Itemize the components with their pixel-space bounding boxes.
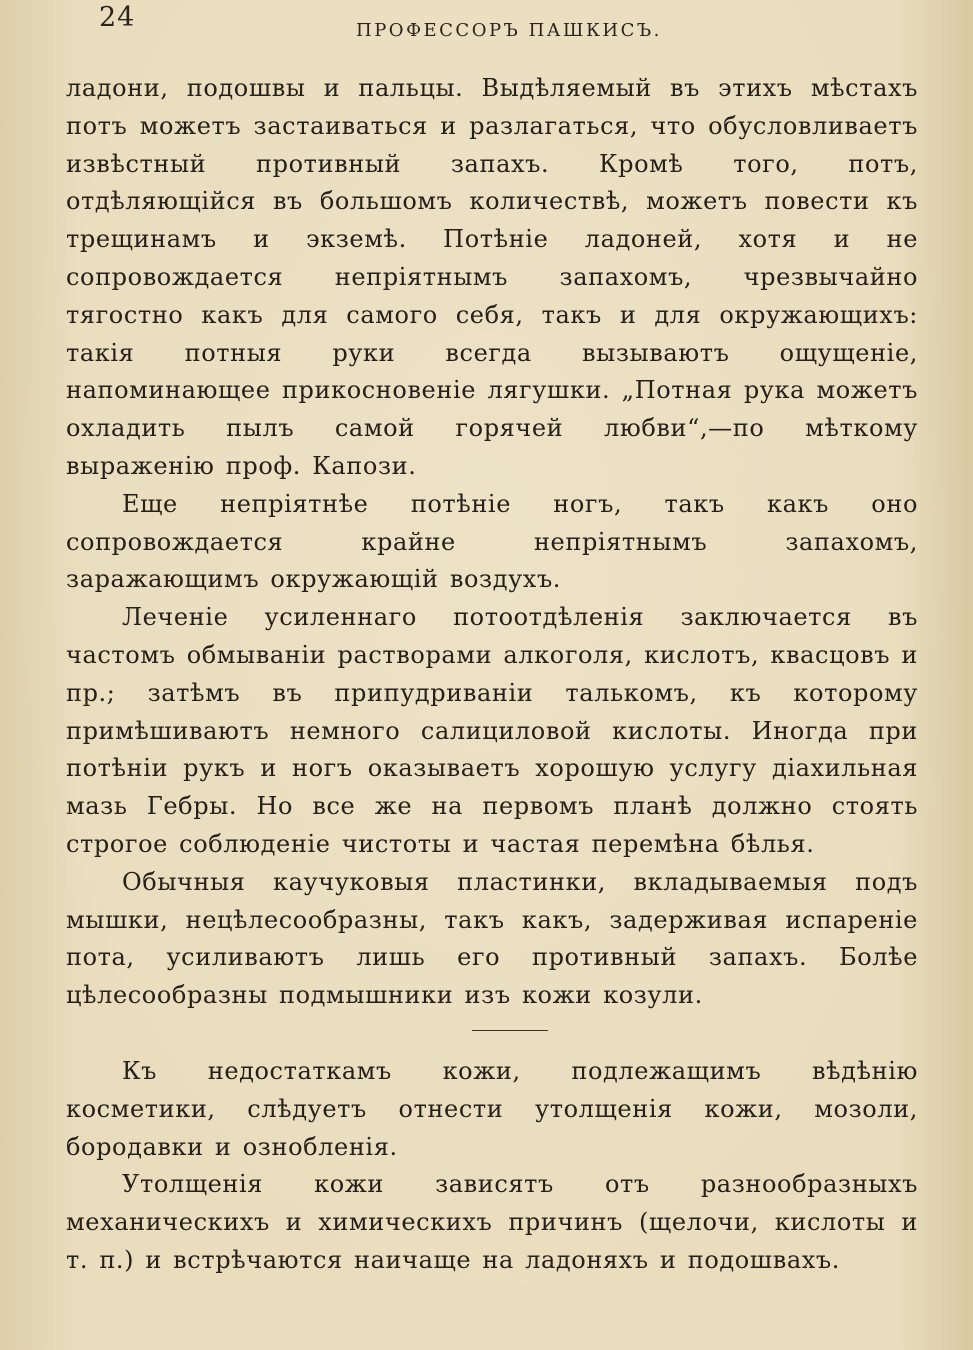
section-divider [472, 1030, 548, 1031]
page-body [66, 70, 918, 1280]
page-number: 24 [99, 2, 136, 33]
paragraph-skin-thickening: Утолщенія кожи зависятъ отъ разнообразныхъ механическихъ и химическихъ причинъ (щелочи, кислоты и т. п.) и встрѣчаются наичаще на ладоняхъ и подошвахъ. [66, 1170, 918, 1274]
paragraph-sweat-feet: Еще непріятнѣе потѣніе ногъ, такъ какъ оно сопровождается крайне непріятнымъ запахомъ, заражающимъ окружающій воздухъ. [66, 489, 918, 594]
paragraph-treatment: Леченіе усиленнаго потоотдѣленія заключается въ частомъ обмываніи растворами алкоголя, кислотъ, квасцовъ и пр.; затѣмъ въ припудриваніи талькомъ, къ которому примѣшиваютъ немного салициловой кислоты. Иногда при потѣніи рукъ и ногъ оказываетъ хорошую услугу діахильная мазь Гебры. Но все же на первомъ планѣ должно стоять строгое соблюденіе чистоты и частая перемѣна бѣлья. [66, 603, 918, 858]
paragraph-sweat-palms: ладони, подошвы и пальцы. Выдѣляемый въ этихъ мѣстахъ потъ можетъ застаиваться и разлагаться, что обусловливаетъ извѣстный противный запахъ. Кромѣ того, потъ, отдѣляющійся въ большомъ количествѣ, можетъ повести къ трещинамъ и экземѣ. Потѣніе ладоней, хотя и не сопровождается непріятнымъ запахомъ, чрезвычайно тягостно какъ для самого себя, такъ и для окружающихъ: такія потныя руки всегда вызываютъ ощущеніе, напоминающее прикосновеніе лягушки. „Потная рука можетъ охладить пылъ самой горячей любви“,—по мѣткому выраженію проф. Капози. [66, 74, 918, 480]
running-title: ПРОФЕССОРЪ ПАШКИСЪ. [356, 20, 662, 41]
paragraph-skin-defects: Къ недостаткамъ кожи, подлежащимъ вѣдѣнію косметики, слѣдуетъ отнести утолщенія кожи, мозоли, бородавки и ознобленія. [66, 1056, 918, 1161]
paragraph-rubber-pads: Обычныя каучуковыя пластинки, вкладываемыя подъ мышки, нецѣлесообразны, такъ какъ, задерживая испареніе пота, усиливаютъ лишь его противный запахъ. Болѣе цѣлесообразны подмышники изъ кожи козули. [66, 867, 918, 1010]
